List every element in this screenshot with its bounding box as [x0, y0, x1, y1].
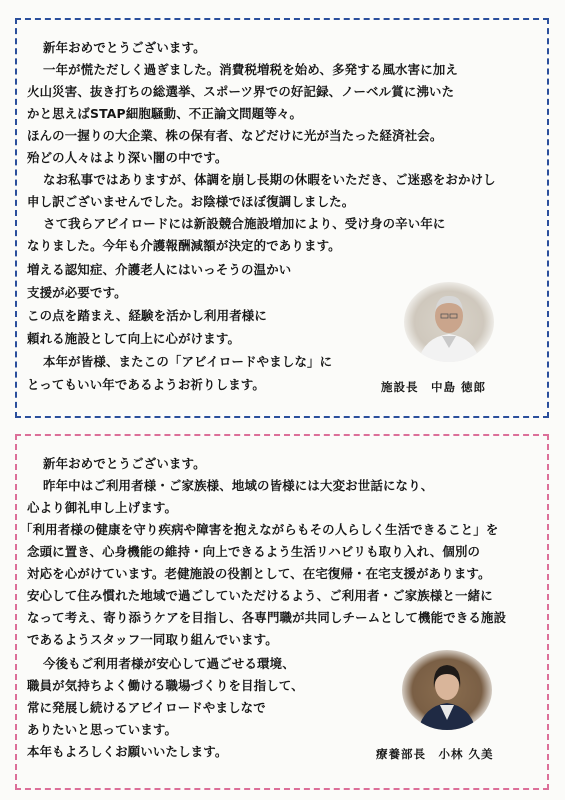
message-line: 支援が必要です。	[27, 285, 127, 300]
message-line: なりました。今年も介護報酬減額が決定的であります。	[27, 238, 341, 253]
message-line: 増える認知症、介護老人にはいっそうの温かい	[27, 262, 292, 277]
message-line: 職員が気持ちよく働ける職場づくりを目指して、	[27, 678, 304, 693]
message-line: 対応を心がけています。老健施設の役割として、在宅復帰・在宅支援があります。	[27, 566, 491, 581]
message-line: 頼れる施設として向上に心がけます。	[27, 331, 241, 346]
message-line: ありたいと思っています。	[27, 722, 178, 737]
message-line: 昨年中はご利用者様・ご家族様、地域の皆様には大変お世話になり、	[43, 478, 434, 493]
message-line: かと思えばSTAP細胞騒動、不正論文問題等々。	[27, 106, 303, 121]
message-line: 一年が慌ただしく過ぎました。消費税増税を始め、多発する風水害に加え	[43, 62, 458, 77]
message-line: 殆どの人々はより深い闇の中です。	[27, 150, 228, 165]
message-line: 火山災害、抜き打ちの総選挙、スポーツ界での好記録、ノーベル賞に沸いた	[27, 84, 455, 99]
message-line: 新年おめでとうございます。	[43, 40, 206, 55]
nursing-director-photo	[402, 650, 492, 730]
message-line: ほんの一握りの大企業、株の保有者、などだけに光が当たった経済社会。	[27, 128, 443, 143]
message-line: 念頭に置き、心身機能の維持・向上できるよう生活リハビリも取り入れ、個別の	[27, 544, 481, 559]
message-line: なって考え、寄り添うケアを目指し、各専門職が共同しチームとして機能できる施設	[27, 610, 507, 625]
message-line: 新年おめでとうございます。	[43, 456, 206, 471]
message-line: この点を踏まえ、経験を活かし利用者様に	[27, 308, 267, 323]
nursing-director-signature: 療養部長 小林 久美	[376, 747, 494, 761]
message-line: 申し訳ございませんでした。お陰様でほぼ復調しました。	[27, 194, 355, 209]
director-signature: 施設長 中島 徳郎	[381, 380, 487, 394]
message-line: さて我らアビイロードには新設競合施設増加により、受け身の辛い年に	[43, 216, 446, 231]
message-line: とってもいい年であるようお祈りします。	[27, 377, 265, 392]
message-line: 心より御礼申し上げます。	[27, 500, 178, 515]
message-line: であるようスタッフ一同取り組んでいます。	[27, 632, 278, 647]
message-line: 本年もよろしくお願いいたします。	[27, 744, 228, 759]
message-line: 安心して住み慣れた地域で過ごしていただけるよう、ご利用者・ご家族様と一緒に	[27, 588, 493, 603]
message-line: なお私事ではありますが、体調を崩し長期の休暇をいただき、ご迷惑をおかけし	[43, 172, 496, 187]
message-line: 「利用者様の健康を守り疾病や障害を抱えながらもその人らしく生活できること」を	[20, 522, 499, 537]
message-line: 本年が皆様、またこの「アビイロードやましな」に	[43, 354, 333, 369]
director-photo	[404, 282, 494, 362]
message-line: 常に発展し続けるアビイロードやましなで	[27, 700, 266, 715]
message-line: 今後もご利用者様が安心して過ごせる環境、	[43, 656, 295, 671]
